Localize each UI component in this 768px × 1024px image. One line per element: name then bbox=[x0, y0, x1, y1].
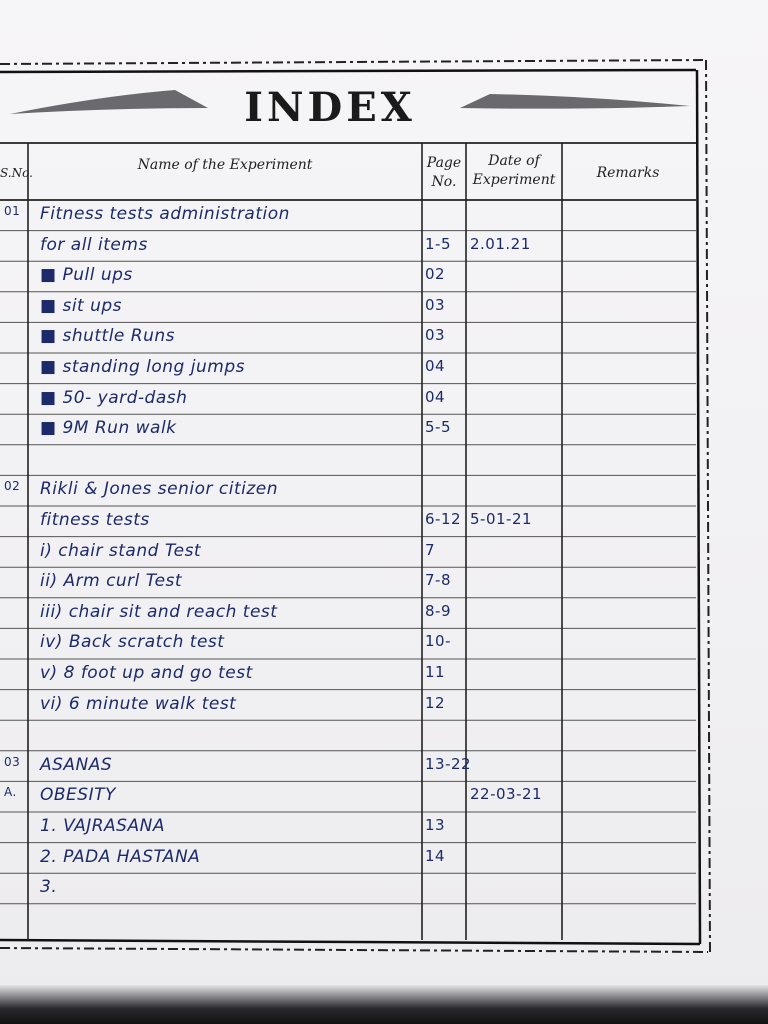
row-page-no: 13-22 bbox=[425, 754, 472, 773]
row-date: 2.01.21 bbox=[470, 234, 531, 253]
row-experiment-name: ■ 50- yard-dash bbox=[40, 387, 188, 408]
header-date-line2: Experiment bbox=[472, 172, 556, 188]
row-experiment-name: iii) chair sit and reach test bbox=[40, 601, 278, 622]
page-title: INDEX bbox=[244, 84, 416, 131]
row-date: 22-03-21 bbox=[470, 785, 543, 804]
header-date-line1: Date of bbox=[488, 153, 540, 169]
row-sno: 02 bbox=[4, 479, 21, 494]
row-page-no: 7 bbox=[425, 540, 436, 559]
row-experiment-name: fitness tests bbox=[40, 510, 150, 530]
row-experiment-name: ■ standing long jumps bbox=[40, 357, 245, 377]
row-page-no: 02 bbox=[425, 265, 446, 284]
row-experiment-name: vi) 6 minute walk test bbox=[40, 693, 237, 714]
row-experiment-name: ASANAS bbox=[40, 754, 113, 775]
row-experiment-name: v) 8 foot up and go test bbox=[40, 663, 253, 683]
row-page-no: 04 bbox=[425, 387, 446, 406]
row-experiment-name: Fitness tests administration bbox=[40, 204, 290, 224]
row-page-no: 6-12 bbox=[425, 510, 462, 528]
row-experiment-name: Rikli & Jones senior citizen bbox=[40, 479, 279, 500]
row-sno: A. bbox=[4, 785, 17, 800]
row-page-no: 12 bbox=[425, 693, 446, 712]
row-page-no: 11 bbox=[425, 663, 446, 681]
row-page-no: 10- bbox=[425, 632, 451, 651]
row-page-no: 03 bbox=[425, 326, 446, 345]
page-edge-shadow bbox=[0, 985, 768, 1024]
header-name: Name of the Experiment bbox=[137, 157, 313, 173]
header-sno: S.No. bbox=[0, 166, 33, 180]
row-experiment-name: ■ Pull ups bbox=[40, 265, 133, 286]
row-sno: 01 bbox=[4, 204, 21, 218]
row-experiment-name: 3. bbox=[40, 877, 58, 898]
row-experiment-name: i) chair stand Test bbox=[40, 540, 202, 561]
header-page-line2: No. bbox=[431, 174, 457, 190]
row-page-no: 04 bbox=[425, 357, 446, 375]
header-page-line1: Page bbox=[426, 155, 462, 171]
row-experiment-name: ■ 9M Run walk bbox=[40, 418, 177, 439]
header-remarks: Remarks bbox=[596, 165, 660, 181]
row-page-no: 14 bbox=[425, 846, 446, 865]
row-page-no: 5-5 bbox=[425, 418, 451, 437]
row-experiment-name: ii) Arm curl Test bbox=[40, 571, 183, 592]
row-experiment-name: ■ sit ups bbox=[40, 295, 123, 316]
row-experiment-name: iv) Back scratch test bbox=[40, 632, 225, 653]
row-page-no: 1-5 bbox=[425, 234, 451, 253]
row-date: 5-01-21 bbox=[470, 510, 533, 528]
row-page-no: 13 bbox=[425, 816, 446, 834]
row-experiment-name: ■ shuttle Runs bbox=[40, 326, 176, 347]
row-experiment-name: for all items bbox=[40, 234, 148, 255]
row-experiment-name: OBESITY bbox=[40, 785, 116, 806]
row-page-no: 8-9 bbox=[425, 601, 451, 620]
row-experiment-name: 2. PADA HASTANA bbox=[40, 846, 201, 867]
row-page-no: 7-8 bbox=[425, 571, 451, 590]
row-sno: 03 bbox=[4, 754, 21, 769]
row-page-no: 03 bbox=[425, 295, 446, 314]
row-experiment-name: 1. VAJRASANA bbox=[40, 816, 165, 836]
